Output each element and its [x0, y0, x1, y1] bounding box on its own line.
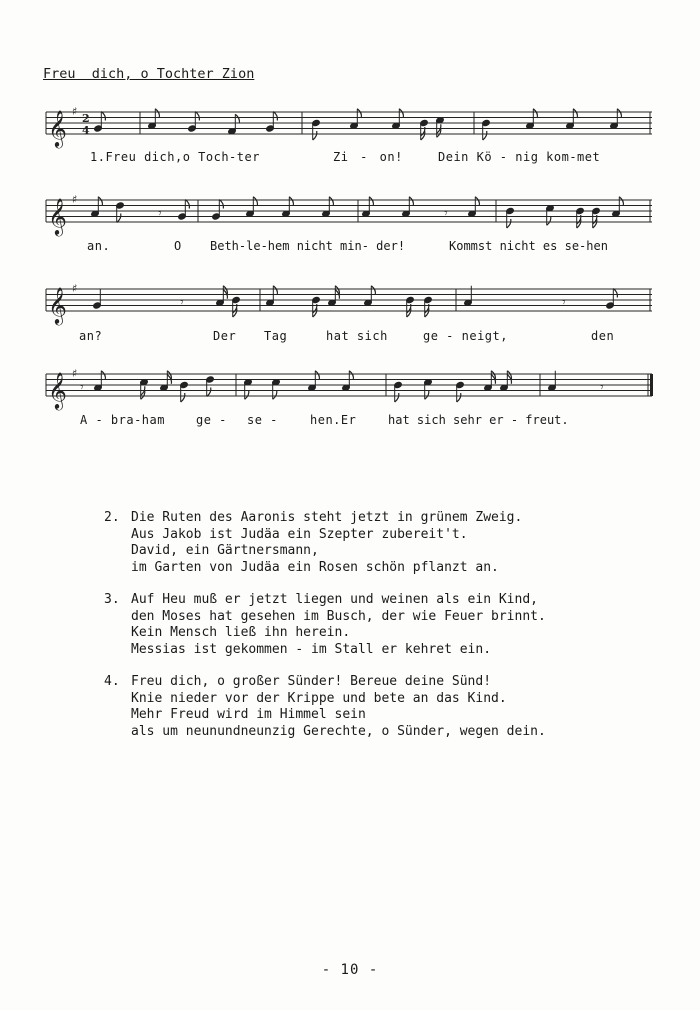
note-flag [101, 112, 105, 121]
staff-2 [40, 192, 652, 235]
treble-clef-icon: 𝄞 [48, 371, 67, 409]
final-barline [650, 374, 653, 396]
music-system-2 [40, 192, 652, 257]
note-flag [195, 112, 199, 121]
lyric: Zi - on! [333, 150, 403, 164]
verse-line: Knie nieder vor der Krippe und bete an das Kind. [131, 690, 507, 706]
note-flag [181, 393, 185, 402]
verse-4 [104, 674, 546, 740]
time-signature-top: 2 [82, 112, 90, 125]
verse-line: Kein Mensch ließ ihn herein. [131, 625, 351, 640]
note-flag [273, 390, 277, 399]
note-flag [98, 197, 102, 206]
eighth-rest-icon: 𝄾 [600, 379, 604, 396]
lyric: ge - [196, 413, 227, 427]
note-flag [245, 390, 249, 399]
note-flag [399, 109, 403, 118]
treble-clef-icon: 𝄞 [48, 286, 67, 324]
eighth-rest-icon: 𝄾 [180, 294, 184, 311]
staff-3 [40, 281, 652, 324]
lyric: 1.Freu dich,o Toch-ter [90, 150, 260, 164]
verse-number: 3. [104, 592, 120, 607]
eighth-rest-icon: 𝄾 [158, 205, 162, 222]
lyric: hat sich [326, 329, 388, 343]
lyric: an? [79, 329, 103, 343]
verse-line: den Moses hat gesehen im Busch, der wie Feuer brinnt. [131, 608, 546, 624]
lyric: Der [213, 329, 237, 343]
verse-2 [104, 510, 546, 576]
verse-line: als um neunundneunzig Gerechte, o Sünder, wegen dein. [131, 723, 546, 739]
verse-line: Aus Jakob ist Judäa ein Szepter zubereit't. [131, 526, 468, 542]
note-flag [253, 197, 257, 206]
note-flag [185, 200, 189, 209]
lyric: se - [247, 413, 278, 427]
note-flag [573, 109, 577, 118]
note-flag [371, 286, 375, 295]
note-flag [315, 371, 319, 380]
lyric: Kommst nicht es se-hen [449, 239, 608, 253]
lyric: hen.Er [310, 413, 357, 427]
treble-clef-icon: 𝄞 [48, 197, 67, 235]
note-flag [235, 114, 239, 123]
lyric: ge - neigt, [423, 329, 508, 343]
music-system-4 [40, 366, 652, 431]
note-flag [155, 109, 159, 118]
note-flag [409, 197, 413, 206]
lyric: O [174, 239, 182, 253]
lyric: Dein Kö - nig kom-met [438, 150, 601, 164]
note-flag [475, 197, 479, 206]
note-flag [507, 219, 511, 228]
note-flag [457, 393, 461, 402]
eighth-rest-icon: 𝄾 [562, 294, 566, 311]
lyric: an. [87, 239, 111, 253]
verse-line: im Garten von Judäa ein Rosen schön pflanzt an. [131, 559, 499, 575]
verse-line: Auf Heu muß er jetzt liegen und weinen als ein Kind, [131, 592, 538, 607]
note-flag [273, 112, 277, 121]
eighth-rest-icon: 𝄾 [80, 379, 84, 396]
note-flag [329, 197, 333, 206]
page-number: - 10 - [321, 962, 379, 978]
note-flag [349, 371, 353, 380]
lyric: hat sich sehr er - freut. [388, 413, 569, 427]
staff-4 [40, 366, 652, 409]
lyric: Tag [264, 329, 288, 343]
verse-number: 2. [104, 510, 120, 525]
lyric: Beth-le-hem nicht min- der! [210, 239, 406, 253]
verses [104, 510, 546, 756]
staff-1 [40, 104, 652, 147]
note-flag [613, 289, 617, 298]
verse-line: Freu dich, o großer Sünder! Bereue deine Sünd! [131, 674, 492, 689]
note-flag [533, 109, 537, 118]
verse-line: Die Ruten des Aaronis steht jetzt in grünem Zweig. [131, 510, 523, 525]
eighth-rest-icon: 𝄾 [444, 205, 448, 222]
note-flag [425, 390, 429, 399]
verse-line: David, ein Gärtnersmann, [131, 543, 319, 558]
note-flag [313, 131, 317, 140]
note-flag [619, 197, 623, 206]
sharp-icon: ♯ [72, 105, 78, 118]
note-flag [395, 393, 399, 402]
note-flag [219, 200, 223, 209]
note-flag [273, 286, 277, 295]
note-flag [117, 214, 121, 223]
lyric: A - bra-ham [80, 413, 165, 427]
note-flag [207, 388, 211, 397]
verse-number: 4. [104, 674, 120, 689]
song-title: Freu dich, o Tochter Zion [43, 66, 255, 82]
note-flag [369, 197, 373, 206]
sharp-icon: ♯ [72, 193, 78, 206]
verse-3 [104, 592, 546, 658]
music-system-1 [40, 104, 652, 169]
music-system-3 [40, 281, 652, 346]
verse-line: Mehr Freud wird im Himmel sein [131, 707, 366, 722]
treble-clef-icon: 𝄞 [48, 109, 67, 147]
lyric: den [591, 329, 615, 343]
note-flag [289, 197, 293, 206]
sharp-icon: ♯ [72, 282, 78, 295]
note-flag [547, 216, 551, 225]
time-signature-bottom: 4 [82, 124, 90, 137]
verse-line: Messias ist gekommen - im Stall er kehret ein. [131, 641, 492, 657]
note-flag [357, 109, 361, 118]
note-flag [617, 109, 621, 118]
sharp-icon: ♯ [72, 367, 78, 380]
note-flag [101, 371, 105, 380]
note-flag [483, 131, 487, 140]
